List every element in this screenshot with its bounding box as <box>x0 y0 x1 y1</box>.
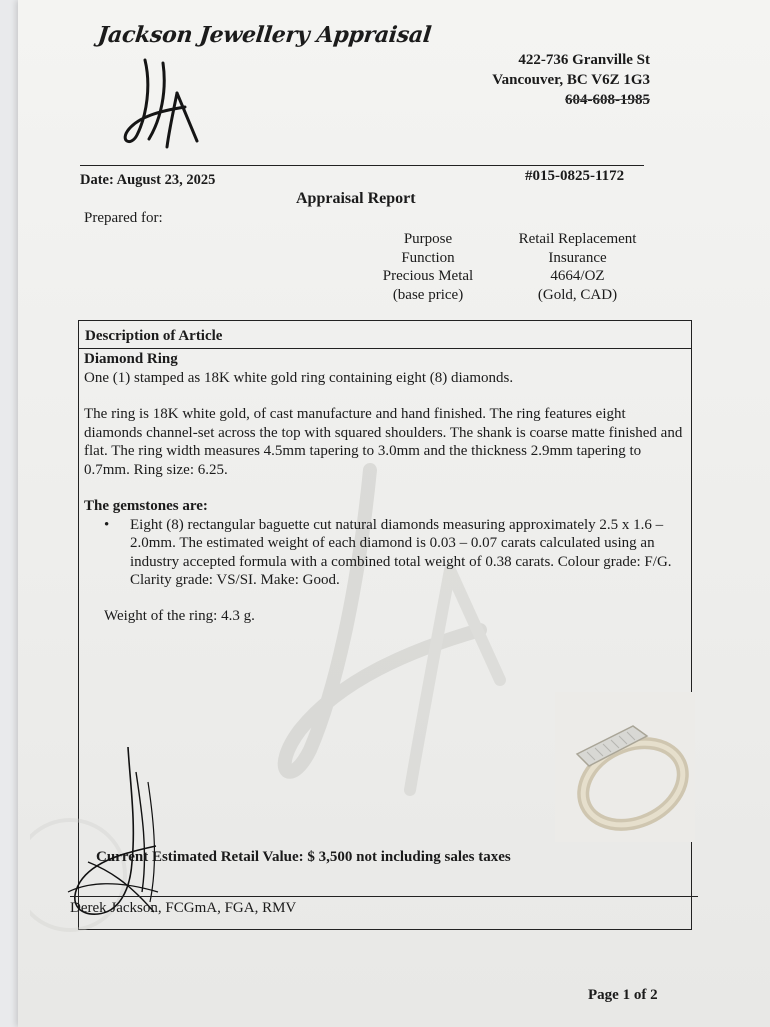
gemstone-bullet <box>104 516 684 590</box>
address-street: 422-736 Granville St <box>518 52 650 68</box>
item-summary: One (1) stamped as 18K white gold ring containing eight (8) diamonds. <box>84 369 514 386</box>
report-number: #015-0825-1172 <box>525 168 625 184</box>
header-divider <box>80 165 644 166</box>
value-purpose: Retail Replacement <box>518 231 637 247</box>
value-base-price: (Gold, CAD) <box>537 286 618 303</box>
label-purpose: Purpose <box>403 231 453 247</box>
address-city: Vancouver, BC V6Z 1G3 <box>492 72 650 88</box>
gemstones-heading: The gemstones are: <box>84 498 208 514</box>
company-address <box>492 50 650 110</box>
value-precious-metal: 4664/OZ <box>550 268 605 284</box>
logo-monogram <box>115 55 205 150</box>
bullet-icon: • <box>104 516 110 533</box>
detail-values <box>505 230 650 304</box>
ring-photo <box>555 692 695 842</box>
estimated-retail-value: Current Estimated Retail Value: $ 3,500 not including sales taxes <box>96 849 511 865</box>
prepared-for-label: Prepared for: <box>84 210 163 226</box>
signature-line <box>70 896 698 897</box>
label-base-price: (base price) <box>392 286 464 303</box>
signer-name: Derek Jackson, FCGmA, FGA, RMV <box>70 900 297 916</box>
handwritten-signature <box>58 742 168 922</box>
gemstone-details: Eight (8) rectangular baguette cut natural diamonds measuring approximately 2.5 x 1.6 – 2.0mm. The estimated weight of each diamond is 0.03 – 0.07 carats calculated using an industry accepted formula with a combined total weight of 0.38 carats. Colour grade: F/G. Clarity grade: VS/SI. Make: Good. <box>130 516 672 588</box>
detail-labels <box>368 230 488 304</box>
article-heading: Description of Article <box>79 321 691 349</box>
address-phone: 604-608-1985 <box>565 92 650 108</box>
label-function: Function <box>401 249 455 266</box>
company-name: Jackson Jewellery Appraisal <box>96 22 433 48</box>
label-precious-metal: Precious Metal <box>382 268 474 284</box>
page-number: Page 1 of 2 <box>588 987 658 1003</box>
report-title: Appraisal Report <box>296 190 416 207</box>
value-function: Insurance <box>548 249 607 266</box>
article-content <box>84 350 684 590</box>
item-description: The ring is 18K white gold, of cast manufacture and hand finished. The ring features eight diamonds channel-set across the top with squared shoulders. The shank is coarse matte finished and flat. The ring width measures 4.5mm tapering to 3.0mm and the thickness 2.9mm tapering to 0.7mm. Ring size: 6.25. <box>84 406 683 478</box>
ring-weight: Weight of the ring: 4.3 g. <box>104 608 255 624</box>
item-title: Diamond Ring <box>84 351 178 367</box>
report-date: Date: August 23, 2025 <box>80 172 216 188</box>
